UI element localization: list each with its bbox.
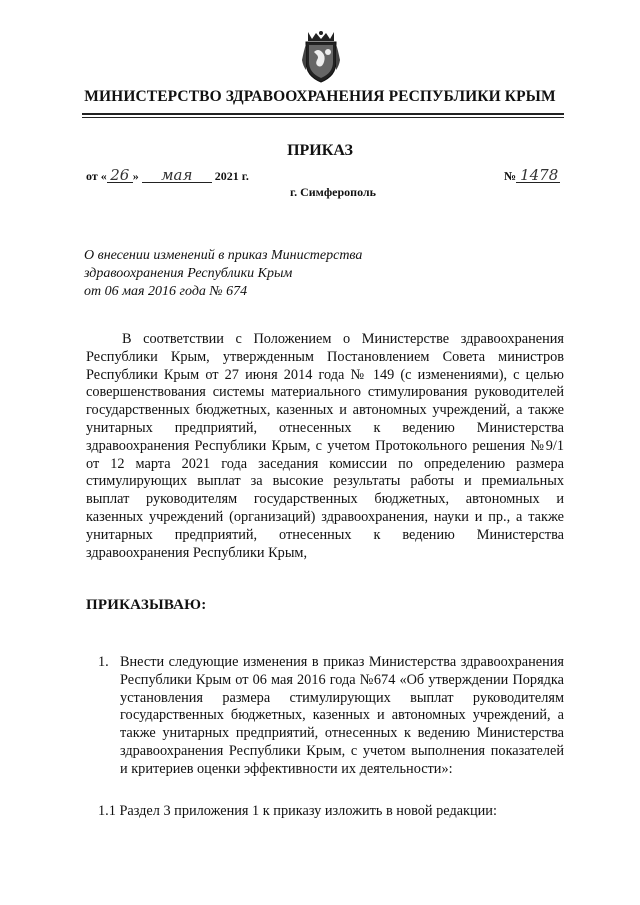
preamble-line: выплат руководителям государственных бюджетных, автономных и — [86, 491, 564, 508]
order-subject — [84, 247, 362, 301]
date-month-handwritten: мая — [142, 168, 212, 183]
header-rule-thin — [82, 117, 564, 118]
date-day-handwritten: 26 — [107, 168, 133, 183]
item-number: 1. — [98, 654, 109, 670]
date-mid: » — [132, 169, 139, 183]
order-date — [86, 168, 249, 184]
item-line: Республики Крым от 06 мая 2016 года №674 «Об утверждении Порядка — [120, 671, 564, 688]
crimea-coat-of-arms-icon — [300, 30, 342, 84]
preamble-line: государственных бюджетных, казенных и автономных учреждений, а также — [86, 402, 564, 419]
subject-line: О внесении изменений в приказ Министерства — [84, 248, 363, 263]
command-heading: ПРИКАЗЫВАЮ: — [86, 597, 207, 613]
ministry-title: МИНИСТЕРСТВО ЗДРАВООХРАНЕНИЯ РЕСПУБЛИКИ КРЫМ — [84, 88, 556, 105]
number-handwritten: 1478 — [516, 168, 560, 183]
preamble-paragraph — [86, 331, 564, 562]
subject-line: от 06 мая 2016 года № 674 — [84, 284, 248, 299]
preamble-line: унитарных предприятий, отнесенных к ведению Министерства — [86, 526, 564, 543]
preamble-line: В соответствии с Положением о Министерстве здравоохранения — [122, 331, 564, 347]
date-prefix: от « — [86, 169, 107, 183]
preamble-line: здравоохранения Республики Крым, с учетом Протокольного решения №9/1 — [86, 437, 564, 454]
preamble-line: от 12 марта 2021 года заседания комиссии по определению размера — [86, 455, 564, 472]
city: г. Симферополь — [290, 185, 376, 199]
preamble-line: казенных учреждений (организаций) здравоохранения, науки и пр., а также — [86, 508, 564, 525]
item-line: государственных бюджетных, казенных и автономных учреждений, а — [120, 707, 564, 724]
order-number — [504, 168, 560, 184]
preamble-line: здравоохранения Республики Крым, — [86, 544, 308, 561]
item-line: Внести следующие изменения в приказ Министерства здравоохранения — [120, 654, 564, 670]
order-title: ПРИКАЗ — [287, 142, 353, 159]
order-item-1-1: 1.1 Раздел 3 приложения 1 к приказу изложить в новой редакции: — [98, 803, 497, 819]
header-rule-thick — [82, 113, 564, 115]
item-line: и критериев оценки эффективности их деятельности»: — [120, 760, 453, 777]
preamble-line: стимулирующих выплат за высокие результаты работы и премиальных — [86, 473, 564, 490]
preamble-line: Республики Крым от 27 июня 2014 года № 149 (с изменениями), с целью — [86, 366, 564, 383]
preamble-line: совершенствования системы материального стимулирования руководителей — [86, 384, 564, 401]
number-prefix: № — [504, 169, 517, 183]
preamble-line: унитарных предприятий, отнесенных к ведению Министерства — [86, 419, 564, 436]
order-item-1 — [98, 654, 564, 779]
item-line: установления размера стимулирующих выплат руководителям — [120, 689, 564, 706]
item-line: здравоохранения Республики Крым, с учетом выполнения показателей — [120, 742, 564, 759]
item-line: также унитарных предприятий, отнесенных к ведению Министерства — [120, 725, 564, 742]
date-year: 2021 г. — [214, 169, 249, 183]
subject-line: здравоохранения Республики Крым — [84, 266, 293, 281]
preamble-line: Республики Крым, утвержденным Постановлением Совета министров — [86, 348, 564, 365]
